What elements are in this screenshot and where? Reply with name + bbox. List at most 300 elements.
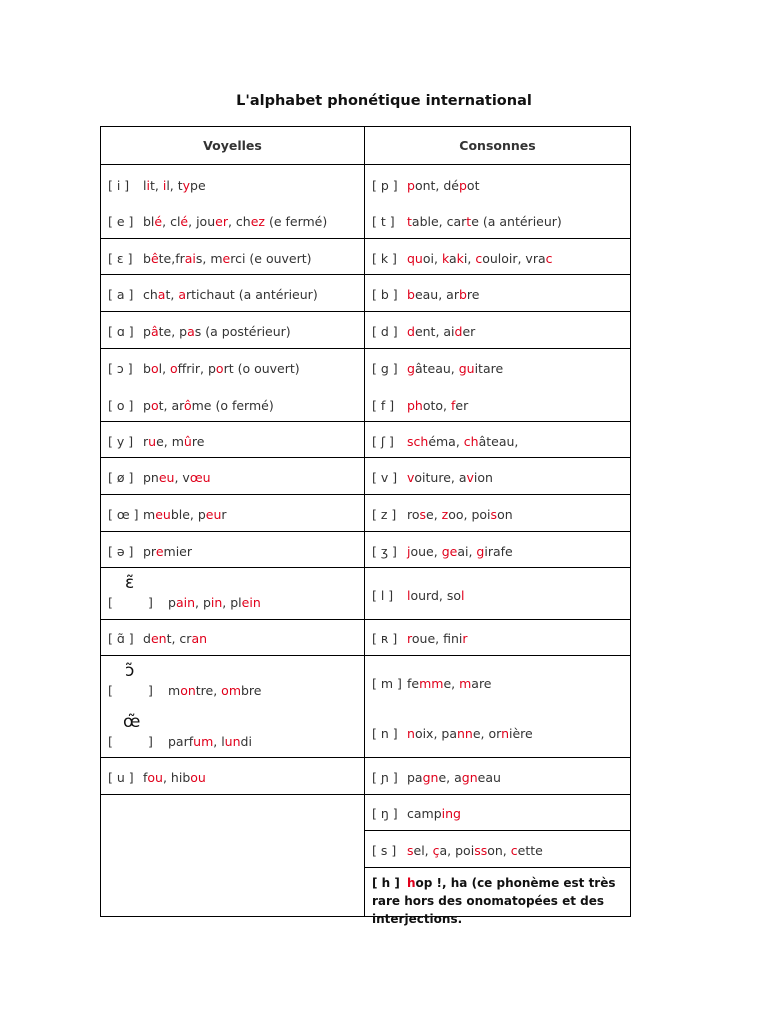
word-text: ion — [473, 470, 493, 485]
ipa-symbol: [ p ] — [372, 178, 398, 193]
vowel-row — [108, 324, 291, 339]
highlighted-letters: œu — [189, 470, 211, 485]
example-words — [168, 683, 262, 698]
example-words — [407, 588, 465, 603]
highlighted-letters: p — [407, 178, 415, 193]
highlighted-letters: ch — [463, 434, 479, 449]
word-text: eau, ar — [414, 287, 459, 302]
ipa-table — [100, 126, 631, 926]
highlighted-letters: un — [224, 734, 241, 749]
example-words — [143, 470, 211, 485]
example-words — [407, 676, 492, 691]
word-text: bre — [241, 683, 262, 698]
highlighted-letters: é — [154, 214, 163, 229]
highlighted-letters: c — [475, 251, 483, 266]
highlighted-letters: c — [545, 251, 553, 266]
example-words — [407, 214, 562, 229]
ipa-symbol: [ œ ] — [108, 507, 139, 522]
example-words — [407, 726, 533, 741]
highlighted-letters: ph — [407, 398, 423, 413]
highlighted-letters: en — [150, 631, 167, 646]
highlighted-letters: b — [407, 287, 415, 302]
word-text: e, — [443, 676, 460, 691]
highlighted-letters: s — [419, 507, 427, 522]
highlighted-letters: n — [407, 726, 415, 741]
highlighted-letters: e — [155, 544, 164, 559]
word-text: ont, dé — [414, 178, 459, 193]
example-words — [143, 287, 318, 302]
highlighted-letters: ain — [175, 595, 195, 610]
word-text: f — [143, 770, 148, 785]
vowel-cell-eps — [101, 239, 365, 275]
example-words — [143, 214, 327, 229]
consonant-row — [372, 843, 543, 858]
consonant-row — [372, 470, 493, 485]
highlighted-letters: k — [441, 251, 449, 266]
highlighted-letters: nn — [457, 726, 473, 741]
highlighted-letters: s — [490, 507, 498, 522]
highlighted-letters: u — [148, 434, 157, 449]
page-title: L'alphabet phonétique international — [236, 93, 532, 109]
word-text: camp — [407, 806, 442, 821]
word-text: p — [143, 324, 151, 339]
highlighted-letters: r — [407, 631, 412, 646]
example-words — [407, 361, 503, 376]
vowel-cell-alpha — [101, 312, 365, 349]
word-text: i, — [463, 251, 476, 266]
highlighted-letters: â — [150, 324, 159, 339]
word-text: e, or — [472, 726, 502, 741]
ipa-symbol: [ n ] — [372, 726, 398, 741]
consonant-row — [372, 214, 562, 229]
word-text: parf — [168, 734, 194, 749]
highlighted-letters: f — [451, 398, 456, 413]
highlighted-letters: gu — [458, 361, 475, 376]
example-words — [407, 470, 493, 485]
vowel-cell-empty — [101, 795, 365, 917]
word-text: m — [143, 507, 156, 522]
ipa-symbol: [ ʒ ] — [372, 544, 397, 559]
vowel-cell-y — [101, 422, 365, 458]
highlighted-letters: i — [146, 178, 150, 193]
vowel-cell-o-oe-nasal — [101, 656, 365, 758]
word-text: irafe — [484, 544, 513, 559]
ipa-symbol: [ t ] — [372, 214, 395, 229]
vowel-row — [108, 251, 312, 266]
vowel-cell-oslash — [101, 458, 365, 495]
vowel-row — [108, 214, 327, 229]
example-words — [407, 287, 479, 302]
word-text: r — [143, 434, 149, 449]
word-text: on — [497, 507, 513, 522]
example-words — [143, 434, 204, 449]
highlighted-letters: ss — [474, 843, 488, 858]
word-text: ourd, so — [410, 588, 462, 603]
highlighted-letters: é — [180, 214, 189, 229]
vowel-row — [108, 683, 262, 698]
word-text: rtichaut (a antérieur) — [186, 287, 318, 302]
word-text: , ch — [227, 214, 251, 229]
vowel-row — [108, 544, 192, 559]
ipa-symbol: [ ɔ ] — [108, 361, 133, 376]
highlighted-letters: n — [501, 726, 510, 741]
highlighted-letters: b — [458, 287, 467, 302]
vowel-cell-a — [101, 275, 365, 312]
consonant-row — [372, 434, 518, 449]
word-text: , jou — [188, 214, 216, 229]
highlighted-letters: v — [407, 470, 415, 485]
bracket-close: ] — [148, 595, 153, 610]
consonant-cell-m-n — [365, 656, 631, 758]
consonant-row — [372, 806, 461, 821]
highlighted-letters: û — [183, 434, 192, 449]
consonant-cell-gn — [365, 758, 631, 795]
vowel-row — [108, 734, 252, 749]
highlighted-letters: a — [187, 324, 195, 339]
word-text: mier — [163, 544, 192, 559]
consonant-row — [372, 507, 513, 522]
highlighted-letters: k — [456, 251, 464, 266]
word-text: pa — [407, 770, 423, 785]
highlighted-letters: m — [459, 676, 472, 691]
highlighted-letters: t — [407, 214, 412, 229]
ipa-symbol: [ ə ] — [108, 544, 134, 559]
consonant-cell-b — [365, 275, 631, 312]
ipa-symbol: [ y ] — [108, 434, 134, 449]
vowel-cell-openo-o — [101, 349, 365, 422]
highlighted-letters: um — [193, 734, 214, 749]
word-text: re — [191, 434, 205, 449]
highlighted-letters: gn — [461, 770, 478, 785]
word-text: ent, ai — [414, 324, 455, 339]
word-text: e, — [426, 507, 442, 522]
highlighted-letters: z — [441, 507, 449, 522]
word-text: e, a — [438, 770, 462, 785]
consonants-header: Consonnes — [365, 127, 631, 165]
ipa-symbol: [ m ] — [372, 676, 402, 691]
word-text: , pl — [222, 595, 242, 610]
word-text: a — [448, 251, 457, 266]
highlighted-letters: l — [461, 588, 465, 603]
vowels-header: Voyelles — [101, 127, 365, 165]
word-text: ot — [466, 178, 480, 193]
word-text: b — [143, 251, 151, 266]
word-text: l — [143, 178, 147, 193]
word-text: âteau, — [478, 434, 519, 449]
consonant-cell-z — [365, 495, 631, 532]
consonant-cell-r — [365, 620, 631, 656]
example-words — [143, 507, 227, 522]
word-text: t, — [149, 178, 163, 193]
highlighted-letters: ge — [441, 544, 458, 559]
vowel-row — [108, 361, 300, 376]
consonant-row — [372, 676, 492, 691]
word-text: able, car — [411, 214, 467, 229]
example-words — [407, 770, 501, 785]
ipa-symbol: [ ɑ ] — [108, 324, 134, 339]
consonant-row — [372, 398, 468, 413]
consonant-cell-g-f — [365, 349, 631, 422]
highlighted-letters: om — [221, 683, 241, 698]
highlighted-letters: t — [466, 214, 472, 229]
highlighted-letters: l — [407, 588, 411, 603]
vowel-row — [108, 287, 318, 302]
ipa-symbol: ɔ̃ — [125, 661, 135, 681]
word-text: pr — [143, 544, 156, 559]
example-words — [407, 507, 513, 522]
example-words — [407, 178, 479, 193]
highlighted-letters: sch — [407, 434, 429, 449]
word-text: éma, — [428, 434, 464, 449]
example-words — [143, 544, 192, 559]
ipa-symbol: [ b ] — [372, 287, 398, 302]
vowel-row — [108, 507, 227, 522]
highlighted-letters: o — [150, 361, 159, 376]
highlighted-letters: ez — [250, 214, 265, 229]
example-words — [143, 178, 206, 193]
word-text: m — [168, 683, 181, 698]
word-text: on, — [487, 843, 511, 858]
word-text: , l — [213, 734, 225, 749]
highlighted-letters: ai — [184, 251, 196, 266]
ipa-symbol: [ v ] — [372, 470, 398, 485]
highlighted-letters: h — [407, 876, 416, 890]
word-text: tre, — [195, 683, 222, 698]
word-text: ch — [143, 287, 158, 302]
word-text: oix, pa — [414, 726, 457, 741]
word-text: bl — [143, 214, 155, 229]
ipa-symbol: [ d ] — [372, 324, 398, 339]
ipa-symbol: [ i ] — [108, 178, 130, 193]
highlighted-letters: in — [210, 595, 223, 610]
vowel-cell-u — [101, 758, 365, 795]
word-text: âteau, — [414, 361, 459, 376]
word-text: ai, — [457, 544, 477, 559]
word-text: eau — [477, 770, 501, 785]
highlighted-letters: c — [510, 843, 518, 858]
word-text: pe — [190, 178, 206, 193]
word-text: , cl — [162, 214, 181, 229]
consonant-row — [372, 770, 501, 785]
example-words — [407, 324, 475, 339]
example-words — [168, 595, 261, 610]
word-text: oi, — [422, 251, 442, 266]
word-text: rt (o ouvert) — [223, 361, 300, 376]
highlighted-letters: er — [215, 214, 228, 229]
example-words — [407, 251, 553, 266]
example-words — [407, 398, 468, 413]
ipa-symbol: [ ɛ ] — [108, 251, 133, 266]
vowel-cell-a-nasal — [101, 620, 365, 656]
bracket-open: [ — [108, 683, 113, 698]
vowel-row — [108, 178, 206, 193]
consonant-row — [372, 726, 533, 741]
highlighted-letters: eu — [155, 507, 171, 522]
ipa-symbol: [ h ] — [372, 876, 400, 890]
consonant-row — [372, 178, 479, 193]
example-words — [407, 806, 461, 821]
highlighted-letters: ein — [241, 595, 261, 610]
highlighted-letters: j — [407, 544, 411, 559]
example-words — [143, 398, 274, 413]
highlighted-letters: on — [180, 683, 196, 698]
highlighted-letters: a — [157, 287, 166, 302]
consonant-row — [372, 324, 475, 339]
ipa-symbol: [ k ] — [372, 251, 397, 266]
vowel-cell-oe — [101, 495, 365, 532]
ipa-symbol: [ ʀ ] — [372, 631, 398, 646]
consonant-cell-l — [365, 568, 631, 620]
word-text: d — [143, 631, 151, 646]
highlighted-letters: d — [407, 324, 415, 339]
highlighted-letters: gn — [422, 770, 439, 785]
word-text: me (o fermé) — [191, 398, 274, 413]
highlighted-letters: g — [476, 544, 485, 559]
word-text: , v — [174, 470, 190, 485]
word-text: pn — [143, 470, 159, 485]
bracket-open: [ — [108, 595, 113, 610]
consonant-cell-ng — [365, 795, 631, 831]
vowel-row — [108, 470, 211, 485]
example-words — [372, 876, 616, 926]
consonant-cell-sh — [365, 422, 631, 458]
highlighted-letters: i — [162, 178, 167, 193]
highlighted-letters: a — [178, 287, 186, 302]
word-text: oiture, a — [414, 470, 467, 485]
example-words — [143, 770, 206, 785]
word-text: oo, poi — [448, 507, 491, 522]
ipa-symbol: ɛ̃ — [125, 573, 135, 593]
word-text: p — [143, 398, 151, 413]
highlighted-letters: ç — [432, 843, 440, 858]
highlighted-letters: ô — [183, 398, 192, 413]
consonant-cell-s — [365, 831, 631, 868]
highlighted-letters: y — [182, 178, 191, 193]
highlighted-letters: eu — [158, 470, 175, 485]
word-text: a, poi — [439, 843, 475, 858]
consonant-row — [372, 544, 513, 559]
word-text: itare — [474, 361, 504, 376]
highlighted-letters: eu — [205, 507, 222, 522]
highlighted-letters: g — [407, 361, 415, 376]
example-words — [143, 631, 207, 646]
word-text: ouloir, vra — [482, 251, 546, 266]
word-text: (e fermé) — [264, 214, 328, 229]
ipa-symbol: [ g ] — [372, 361, 398, 376]
highlighted-letters: e — [222, 251, 231, 266]
word-text: el, — [413, 843, 433, 858]
bracket-open: [ — [108, 734, 113, 749]
ipa-symbol: œ̃ — [123, 712, 141, 732]
ipa-symbol: [ s ] — [372, 843, 397, 858]
consonant-row — [372, 631, 468, 646]
ipa-symbol: [ z ] — [372, 507, 397, 522]
word-text: op !, ha (ce phonème est très rare hors des onomatopées et des interjections. — [372, 876, 616, 926]
vowel-row — [108, 595, 261, 610]
word-text: oto, — [422, 398, 452, 413]
word-text: l, t — [166, 178, 183, 193]
highlighted-letters: ou — [147, 770, 163, 785]
word-text: r — [221, 507, 227, 522]
example-words — [407, 843, 543, 858]
consonant-cell-d — [365, 312, 631, 349]
highlighted-letters: ou — [190, 770, 206, 785]
word-text: ette — [517, 843, 543, 858]
vowel-row — [108, 631, 207, 646]
example-words — [143, 251, 312, 266]
word-text: fe — [407, 676, 420, 691]
consonant-cell-zh — [365, 532, 631, 568]
vowel-row — [108, 770, 206, 785]
word-text: s (a postérieur) — [194, 324, 291, 339]
example-words — [143, 361, 300, 376]
word-text: rci (e ouvert) — [230, 251, 312, 266]
vowel-row — [108, 434, 204, 449]
word-text: t, cr — [166, 631, 192, 646]
word-text: b — [143, 361, 151, 376]
highlighted-letters: an — [191, 631, 208, 646]
vowel-cell-i-e — [101, 165, 365, 239]
consonant-row-h — [372, 874, 624, 928]
consonant-cell-k — [365, 239, 631, 275]
word-text: oue, — [410, 544, 442, 559]
word-text: t, ar — [158, 398, 184, 413]
consonant-cell-h — [365, 868, 631, 926]
consonant-cell-v — [365, 458, 631, 495]
consonant-row — [372, 251, 553, 266]
word-text: ière — [509, 726, 533, 741]
ipa-symbol: [ a ] — [108, 287, 134, 302]
consonant-row — [372, 361, 503, 376]
bracket-close: ] — [148, 683, 153, 698]
word-text: t, — [165, 287, 179, 302]
highlighted-letters: p — [458, 178, 467, 193]
word-text: er — [455, 398, 469, 413]
word-text: , p — [195, 595, 211, 610]
word-text: oue, fini — [411, 631, 463, 646]
word-text: re — [466, 287, 480, 302]
word-text: te,fr — [158, 251, 185, 266]
highlighted-letters: r — [462, 631, 468, 646]
ipa-symbol: [ ø ] — [108, 470, 134, 485]
highlighted-letters: qu — [407, 251, 423, 266]
example-words — [407, 544, 513, 559]
example-words — [168, 734, 252, 749]
highlighted-letters: mm — [419, 676, 444, 691]
word-text: er — [462, 324, 476, 339]
ipa-symbol: [ ŋ ] — [372, 806, 398, 821]
highlighted-letters: o — [150, 398, 159, 413]
vowel-row — [108, 398, 274, 413]
highlighted-letters: o — [215, 361, 224, 376]
highlighted-letters: ê — [150, 251, 159, 266]
word-text: e, m — [156, 434, 184, 449]
highlighted-letters: d — [454, 324, 463, 339]
word-text: e (a antérieur) — [471, 214, 562, 229]
vowel-cell-eps-nasal — [101, 568, 365, 620]
ipa-symbol: [ ɑ̃ ] — [108, 631, 134, 646]
ipa-symbol: [ ʃ ] — [372, 434, 394, 449]
consonant-row — [372, 287, 479, 302]
ipa-symbol: [ e ] — [108, 214, 134, 229]
highlighted-letters: s — [407, 843, 414, 858]
consonant-cell-p-t — [365, 165, 631, 239]
example-words — [143, 324, 291, 339]
word-text: , hib — [162, 770, 191, 785]
word-text: are — [471, 676, 492, 691]
ipa-symbol: [ l ] — [372, 588, 394, 603]
highlighted-letters: v — [466, 470, 474, 485]
